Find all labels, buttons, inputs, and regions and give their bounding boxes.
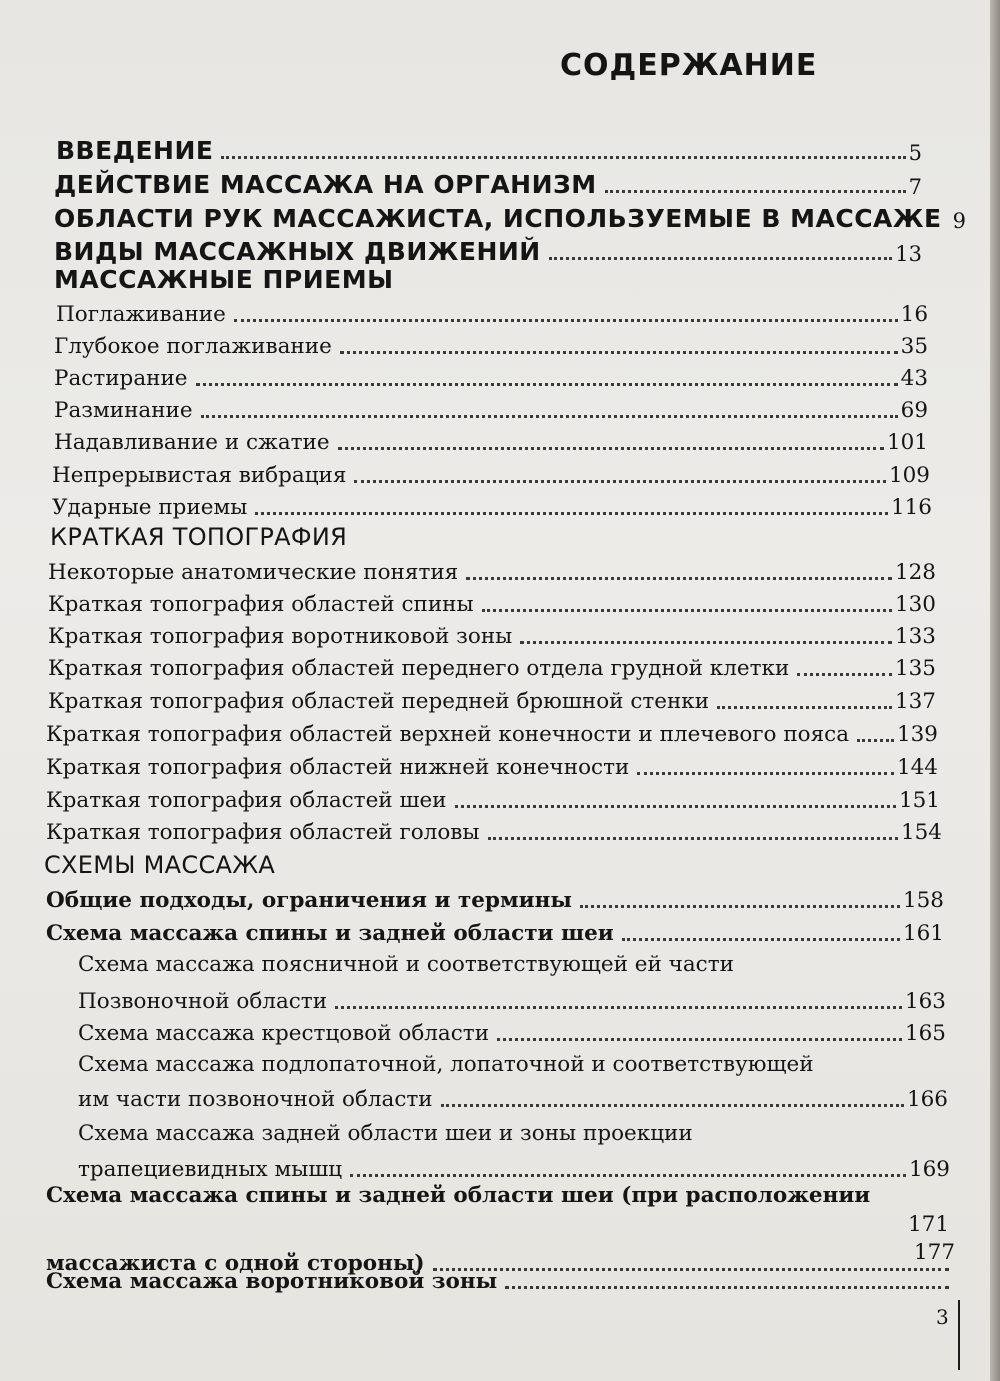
toc-entry: [46, 813, 942, 845]
toc-entry: [46, 781, 940, 813]
leader-dots: [520, 640, 892, 644]
toc-entry-label: Схема массажа подлопаточной, лопаточной и соответствующей: [78, 1052, 814, 1077]
toc-entry-page: 130: [894, 592, 936, 618]
toc-entry: [48, 682, 936, 714]
leader-dots: [350, 1173, 906, 1177]
page-margin-rule: [958, 1300, 960, 1370]
toc-entry-page: 165: [904, 1021, 946, 1047]
toc-entry-label: ОБЛАСТИ РУК МАССАЖИСТА, ИСПОЛЬЗУЕМЫЕ В МАССАЖЕ: [54, 203, 942, 233]
leader-dots: [622, 937, 900, 941]
toc-entry-page: 144: [896, 755, 938, 781]
toc-entry: [54, 359, 928, 391]
toc-entry: [46, 881, 944, 913]
leader-dots: [797, 672, 892, 676]
toc-entry-label: Краткая топография областей спины: [48, 592, 474, 618]
leader-dots: [340, 350, 898, 354]
leader-dots: [482, 608, 892, 612]
leader-dots: [505, 1285, 949, 1289]
toc-entry-label: ВИДЫ МАССАЖНЫХ ДВИЖЕНИЙ: [54, 236, 541, 266]
toc-entry-label: СХЕМЫ МАССАЖА: [44, 850, 276, 879]
toc-entry-label: Некоторые анатомические понятия: [48, 560, 459, 586]
toc-entry: [48, 617, 936, 649]
toc-entry-page: 169: [908, 1157, 950, 1183]
leader-dots: [255, 511, 888, 515]
toc-entry-page: 13: [895, 241, 922, 266]
toc-entry-page: 177: [914, 1240, 956, 1265]
toc-entry: [46, 1240, 956, 1295]
toc-entry-label: Надавливание и сжатие: [54, 430, 330, 456]
toc-entry-page: 16: [900, 302, 928, 328]
toc-entry: [78, 1080, 948, 1112]
leader-dots: [488, 836, 898, 840]
toc-entry-page: 43: [900, 366, 928, 392]
toc-entry-page: 166: [906, 1087, 948, 1113]
toc-entry-page: 163: [904, 989, 946, 1015]
leader-dots: [201, 414, 898, 418]
toc-entry: [48, 649, 936, 681]
toc-entry-page: 135: [894, 656, 936, 682]
toc-entry: [52, 456, 930, 488]
toc-entry-label-continued: им части позвоночной области: [78, 1087, 433, 1113]
toc-entry: [46, 914, 944, 946]
leader-dots: [637, 771, 894, 775]
toc-entry-label: Схема массажа задней области шеи и зоны проекции: [78, 1121, 693, 1146]
toc-entry: [56, 295, 928, 327]
toc-entry-page: 69: [900, 398, 928, 424]
leader-dots: [605, 189, 906, 193]
toc-entry-label: Краткая топография областей передней брюшной стенки: [48, 689, 710, 715]
toc-entry-label: Краткая топография областей шеи: [46, 788, 447, 814]
toc-entry: [78, 1150, 950, 1182]
toc-entry-page: 35: [900, 334, 928, 360]
toc-entry-page: 158: [902, 888, 944, 914]
toc-entry-label: Схема массажа воротниковой зоны: [46, 1269, 498, 1295]
leader-dots: [455, 804, 896, 808]
toc-entry: [48, 585, 936, 617]
toc-entry-page: 137: [894, 689, 936, 715]
toc-entry-label: ДЕЙСТВИЕ МАССАЖА НА ОРГАНИЗМ: [54, 169, 597, 199]
toc-entry-page: 109: [888, 463, 930, 489]
toc-entry-label: Схема массажа спины и задней области шеи (при расположении: [46, 1183, 871, 1208]
toc-entry-page: 101: [886, 430, 928, 456]
toc-entry-label: МАССАЖНЫЕ ПРИЕМЫ: [54, 264, 394, 294]
toc-entry-page: 139: [896, 722, 938, 748]
toc-entry: [56, 132, 922, 164]
toc-entry: [46, 715, 938, 747]
toc-entry-label: Краткая топография областей головы: [46, 820, 480, 846]
toc-entry: [52, 488, 932, 520]
toc-entry-page: 7: [908, 174, 922, 199]
leader-dots: [717, 705, 892, 709]
leader-dots: [497, 1037, 902, 1041]
toc-entry-page: 9: [952, 208, 966, 233]
toc-entry-page: 5: [908, 140, 922, 165]
toc-entry-label-continued: массажиста с одной стороны): [46, 1251, 425, 1277]
toc-entry-label: Краткая топография воротниковой зоны: [48, 624, 513, 650]
toc-entry-label: Краткая топография областей нижней конечности: [46, 755, 630, 781]
toc-entry-page: 116: [890, 495, 932, 521]
toc-entry-page: 151: [898, 788, 940, 814]
leader-dots: [466, 576, 892, 580]
toc-entry-page: 161: [902, 921, 944, 947]
book-page-edge: [990, 0, 1000, 1381]
toc-entry-label: КРАТКАЯ ТОПОГРАФИЯ: [50, 522, 348, 551]
leader-dots: [196, 382, 898, 386]
leader-dots: [221, 155, 905, 159]
leader-dots: [335, 1005, 902, 1009]
toc-entry-label-continued: Позвоночной области: [78, 989, 328, 1015]
toc-entry-page: 171: [908, 1212, 950, 1237]
toc-entry: [54, 200, 966, 233]
toc-entry-label: Схема массажа крестцовой области: [78, 1021, 490, 1047]
toc-entry-label: Поглаживание: [56, 302, 226, 328]
toc-entry-page: 128: [894, 560, 936, 586]
toc-entry-label-continued: трапециевидных мышц: [78, 1157, 343, 1183]
toc-entry: [48, 553, 936, 585]
toc-entry: [54, 423, 928, 455]
toc-section-heading: [54, 261, 922, 293]
toc-entry-label: Схема массажа поясничной и соответствующей ей части: [78, 952, 734, 977]
toc-entry: [46, 748, 938, 780]
leader-dots: [234, 318, 898, 322]
page-number: 3: [936, 1305, 949, 1329]
leader-dots: [338, 446, 884, 450]
toc-entry-label: Общие подходы, ограничения и термины: [46, 888, 572, 914]
toc-section-heading: [44, 846, 940, 878]
toc-entry-page: 154: [900, 820, 942, 846]
toc-entry-label: Краткая топография областей верхней конечности и плечевого пояса: [46, 722, 850, 748]
toc-entry-label: Краткая топография областей переднего отдела грудной клетки: [48, 656, 790, 682]
toc-section-heading: [50, 518, 930, 550]
toc-entry-label: ВВЕДЕНИЕ: [56, 135, 214, 165]
leader-dots: [580, 904, 900, 908]
toc-entry: [78, 982, 946, 1014]
toc-entry-label: Непрерывистая вибрация: [52, 463, 347, 489]
page-title: СОДЕРЖАНИЕ: [560, 48, 818, 83]
toc-entry: [54, 166, 922, 198]
toc-entry-label: Разминание: [54, 398, 193, 424]
leader-dots: [857, 738, 894, 742]
toc-entry-label: Растирание: [54, 366, 188, 392]
toc-entry: [54, 391, 928, 423]
toc-entry: [54, 327, 928, 359]
toc-entry-label: Схема массажа спины и задней области шеи: [46, 921, 614, 947]
leader-dots: [549, 256, 893, 260]
toc-entry-page: 133: [894, 624, 936, 650]
toc-entry-label: Ударные приемы: [52, 495, 248, 521]
toc-entry-label: Глубокое поглаживание: [54, 334, 332, 360]
leader-dots: [354, 479, 886, 483]
leader-dots: [441, 1103, 904, 1107]
toc-entry: [78, 1014, 946, 1046]
